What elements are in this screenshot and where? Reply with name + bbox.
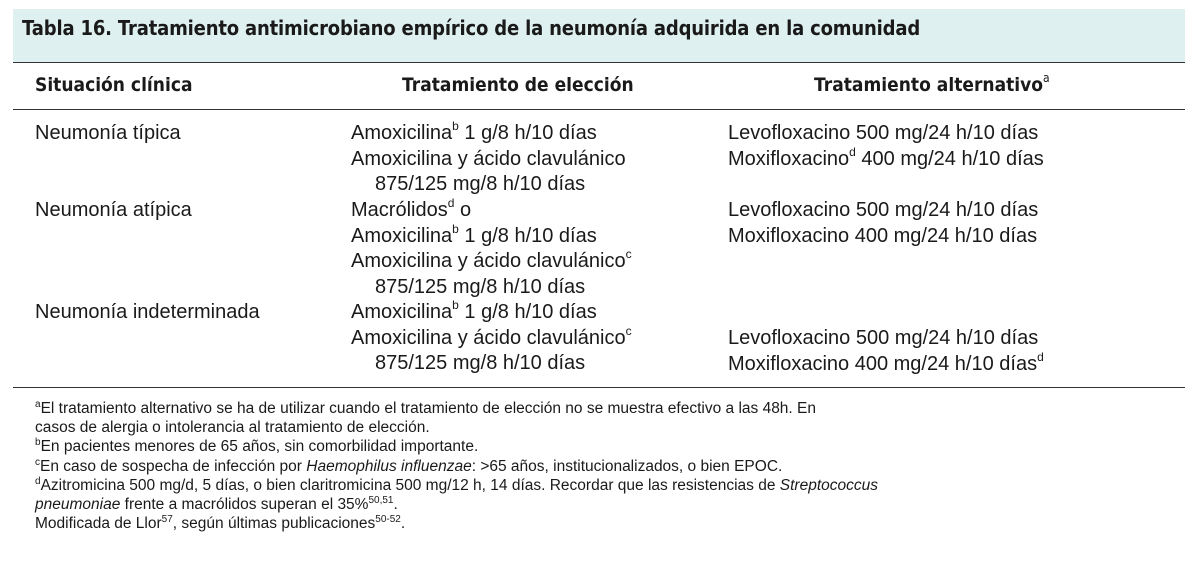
rule-header [13,109,1185,110]
treatment-line: Macrólidos$^d$ o [351,196,472,221]
footnote-b: $^b$En pacientes menores de 65 años, sin comorbilidad importante. [35,437,479,455]
row-indeterminada-situacion: Neumonía indeterminada [35,301,260,323]
footnote-source: Modificada de Llor$^{57}$, según últimas publicaciones$^{50-52}$. [35,514,406,532]
row-indeterminada-eleccion [351,300,632,377]
treatment-line: Moxifloxacino 400 mg/24 h/10 días$^d$ [728,349,1044,375]
table-title: Tabla 16. Tratamiento antimicrobiano empírico de la neumonía adquirida en la comunidad [22,16,921,40]
header-alternativo: Tratamiento alternativo$^a$ [814,71,1050,96]
footnote-d: $^d$Azitromicina 500 mg/d, 5 días, o bien claritromicina 500 mg/12 h, 14 días. Recordar que las resistencias de Streptococcus [35,476,878,494]
treatment-line: 875/125 mg/8 h/10 días [375,173,586,195]
treatment-line: 875/125 mg/8 h/10 días [375,275,586,298]
row-atipica-situacion: Neumonía atípica [35,199,192,221]
rule-bottom [13,387,1185,388]
treatment-line: Moxifloxacino$^d$ 400 mg/24 h/10 días [728,144,1044,170]
treatment-line: Amoxicilina$^b$ 1 g/8 h/10 días [351,221,597,247]
treatment-line: 875/125 mg/8 h/10 días [375,352,586,374]
treatment-line: Amoxicilina$^b$ 1 g/8 h/10 días [351,119,597,144]
treatment-line: Amoxicilina y ácido clavulánico$^c$ [351,323,632,349]
footnote-c: $^c$En caso de sospecha de infección por Haemophilus influenzae: >65 años, institucionalizados, o bien EPOC. [35,456,783,475]
row-atipica-eleccion [351,198,632,300]
footnote-a: $^a$El tratamiento alternativo se ha de utilizar cuando el tratamiento de elección no se muestra efectivo a las 48h. En [35,399,817,417]
treatment-line: Levofloxacino 500 mg/24 h/10 días [728,122,1039,144]
treatment-line: Amoxicilina y ácido clavulánico$^c$ [351,247,632,272]
row-atipica-alternativo [728,198,1038,249]
row-tipica-situacion: Neumonía típica [35,122,181,144]
header-situacion: Situación clínica [35,74,193,96]
treatment-line: Amoxicilina$^b$ 1 g/8 h/10 días [351,298,597,323]
treatment-line: Levofloxacino 500 mg/24 h/10 días [728,327,1039,349]
treatment-line: Levofloxacino 500 mg/24 h/10 días [728,199,1039,221]
footnote-d-cont: pneumoniae frente a macrólidos superan el 35%$^{50,51}$. [35,494,398,513]
row-tipica-eleccion [351,121,626,198]
header-eleccion: Tratamiento de elección [402,74,634,96]
footnotes [35,400,878,534]
row-indeterminada-alternativo [728,326,1044,377]
rule-top [13,62,1185,63]
treatment-line: Moxifloxacino 400 mg/24 h/10 días [728,224,1038,247]
footnote-a-cont: casos de alergia o intolerancia al tratamiento de elección. [35,418,430,436]
row-tipica-alternativo [728,121,1044,172]
treatment-line: Amoxicilina y ácido clavulánico [351,147,626,170]
